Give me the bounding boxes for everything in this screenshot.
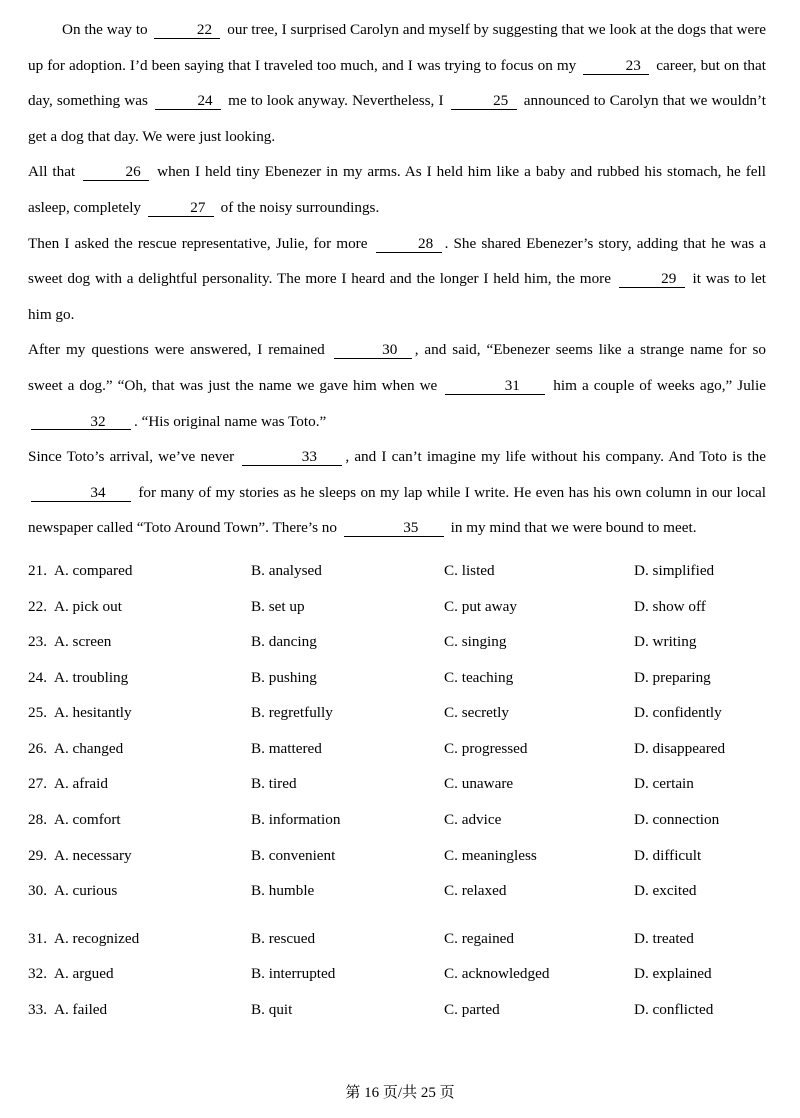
option-choice-c[interactable]: C. regained: [444, 929, 515, 947]
option-choice-b[interactable]: B. set up: [251, 597, 305, 615]
passage-text: career, but on that day, something was: [28, 56, 766, 110]
option-choice-c[interactable]: C. secretly: [444, 704, 509, 722]
option-choice-a[interactable]: A. curious: [54, 882, 118, 900]
cloze-blank-24[interactable]: 24: [155, 93, 221, 110]
question-number: 26.: [28, 739, 47, 757]
passage-text: Since Toto’s arrival, we’ve never: [28, 448, 240, 466]
option-choice-d[interactable]: D. excited: [634, 882, 697, 900]
option-row: [28, 633, 766, 669]
option-row: [28, 882, 766, 918]
option-choice-b[interactable]: B. analysed: [251, 561, 322, 579]
option-choice-d[interactable]: D. preparing: [634, 668, 711, 686]
option-choice-a[interactable]: A. changed: [54, 739, 124, 757]
passage-text: , and I can’t imagine my life without his company. And Toto is the: [345, 448, 766, 466]
passage-text: when I held tiny Ebenezer in my arms. As I held him like a baby and rubbed his stomach, he fell asleep, completely: [28, 163, 766, 216]
cloze-blank-26[interactable]: 26: [83, 164, 149, 181]
cloze-blank-23[interactable]: 23: [583, 58, 649, 75]
option-choice-a[interactable]: A. recognized: [54, 929, 140, 947]
option-choice-c[interactable]: C. advice: [444, 811, 502, 829]
option-row: [28, 704, 766, 740]
question-number: 33.: [28, 1001, 47, 1019]
question-number: 23.: [28, 633, 47, 651]
passage-text: . “His original name was Toto.”: [134, 412, 327, 430]
cloze-blank-29[interactable]: 29: [619, 271, 685, 288]
cloze-blank-33[interactable]: 33: [242, 449, 342, 466]
option-choice-c[interactable]: C. acknowledged: [444, 965, 550, 983]
question-number: 25.: [28, 704, 47, 722]
option-choice-d[interactable]: D. conflicted: [634, 1001, 714, 1019]
question-number: 24.: [28, 668, 47, 686]
passage-text: of the noisy surroundings.: [216, 198, 380, 216]
option-choice-a[interactable]: A. necessary: [54, 846, 132, 864]
question-number: 32.: [28, 965, 47, 983]
option-row: [28, 775, 766, 811]
cloze-blank-22[interactable]: 22: [154, 22, 220, 39]
option-choice-d[interactable]: D. show off: [634, 597, 706, 615]
passage-paragraph: [28, 12, 766, 439]
option-choice-d[interactable]: D. certain: [634, 775, 694, 793]
option-row: [28, 847, 766, 883]
option-row: [28, 811, 766, 847]
options-spacer: [28, 918, 766, 930]
option-choice-a[interactable]: A. failed: [54, 1001, 108, 1019]
option-choice-d[interactable]: D. confidently: [634, 704, 722, 722]
option-choice-a[interactable]: A. troubling: [54, 668, 129, 686]
option-choice-d[interactable]: D. connection: [634, 811, 720, 829]
option-row: [28, 598, 766, 634]
option-choice-d[interactable]: D. disappeared: [634, 739, 726, 757]
passage-text: in my mind that we were bound to meet.: [446, 519, 697, 537]
option-choice-b[interactable]: B. quit: [251, 1001, 293, 1019]
option-choice-b[interactable]: B. rescued: [251, 929, 316, 947]
option-choice-a[interactable]: A. hesitantly: [54, 704, 132, 722]
option-choice-d[interactable]: D. writing: [634, 633, 697, 651]
cloze-blank-25[interactable]: 25: [451, 93, 517, 110]
question-number: 29.: [28, 846, 47, 864]
passage-paragraph: [28, 12, 766, 332]
cloze-blank-32[interactable]: 32: [31, 414, 131, 431]
option-choice-b[interactable]: B. dancing: [251, 633, 317, 651]
question-number: 30.: [28, 882, 47, 900]
option-choice-c[interactable]: C. progressed: [444, 739, 528, 757]
cloze-blank-30[interactable]: 30: [334, 342, 412, 359]
page-footer: 第 16 页/共 25 页: [345, 1085, 455, 1101]
option-choice-c[interactable]: C. listed: [444, 561, 495, 579]
option-choice-a[interactable]: A. argued: [54, 965, 114, 983]
option-row: [28, 965, 766, 1001]
passage-text: our tree, I surprised Carolyn and myself by suggesting that we look at the dogs that were up for adoption. I’d been saying that I traveled too much, and I was trying to focus on my: [28, 21, 766, 74]
option-choice-b[interactable]: B. humble: [251, 882, 315, 900]
option-choice-c[interactable]: C. meaningless: [444, 846, 537, 864]
question-number: 28.: [28, 811, 47, 829]
option-choice-c[interactable]: C. parted: [444, 1001, 500, 1019]
option-choice-b[interactable]: B. mattered: [251, 739, 322, 757]
option-choice-a[interactable]: A. pick out: [54, 597, 122, 615]
cloze-blank-35[interactable]: 35: [344, 520, 444, 537]
option-choice-b[interactable]: B. tired: [251, 775, 297, 793]
question-number: 27.: [28, 775, 47, 793]
question-number: 22.: [28, 597, 47, 615]
passage-text: him a couple of weeks ago,” Julie: [548, 376, 766, 394]
option-choice-b[interactable]: B. information: [251, 811, 341, 829]
option-choice-c[interactable]: C. teaching: [444, 668, 514, 686]
option-choice-d[interactable]: D. difficult: [634, 846, 702, 864]
option-row: [28, 930, 766, 966]
passage-text: me to look anyway. Nevertheless, I: [224, 92, 448, 110]
option-choice-c[interactable]: C. unaware: [444, 775, 514, 793]
passage-body: [28, 12, 766, 546]
option-choice-a[interactable]: A. compared: [54, 561, 133, 579]
option-choice-d[interactable]: D. explained: [634, 965, 712, 983]
option-row: [28, 1001, 766, 1037]
option-choice-b[interactable]: B. interrupted: [251, 965, 336, 983]
passage-text: All that: [28, 163, 81, 181]
option-choice-a[interactable]: A. comfort: [54, 811, 121, 829]
option-choice-b[interactable]: B. pushing: [251, 668, 317, 686]
option-choice-b[interactable]: B. regretfully: [251, 704, 333, 722]
option-row: [28, 740, 766, 776]
cloze-blank-28[interactable]: 28: [376, 236, 442, 253]
option-choice-d[interactable]: D. treated: [634, 929, 694, 947]
option-row: [28, 669, 766, 705]
passage-text: After my questions were answered, I remained: [28, 341, 331, 359]
question-number: 31.: [28, 929, 47, 947]
option-choice-a[interactable]: A. screen: [54, 633, 112, 651]
option-choice-a[interactable]: A. afraid: [54, 775, 108, 793]
option-choice-d[interactable]: D. simplified: [634, 561, 715, 579]
passage-paragraph: [28, 12, 766, 154]
option-choice-c[interactable]: C. put away: [444, 597, 517, 615]
options-list: [28, 562, 766, 1037]
cloze-blank-34[interactable]: 34: [31, 485, 131, 502]
passage-text: it was to let him go.: [28, 270, 766, 323]
passage-text: announced to Carolyn that we wouldn’t get a dog that day. We were just looking.: [28, 92, 767, 145]
passage-text: . She shared Ebenezer’s story, adding that he was a sweet dog with a delightful personality. The more I heard and the longer I held him, the more: [28, 234, 766, 288]
option-row: [28, 562, 766, 598]
passage-paragraph: [28, 12, 766, 226]
question-number: 21.: [28, 561, 47, 579]
cloze-blank-27[interactable]: 27: [148, 200, 214, 217]
cloze-blank-31[interactable]: 31: [445, 378, 545, 395]
option-choice-c[interactable]: C. relaxed: [444, 882, 507, 900]
passage-paragraph: [28, 12, 766, 546]
option-choice-c[interactable]: C. singing: [444, 633, 507, 651]
passage-text: On the way to: [62, 21, 152, 38]
passage-text: for many of my stories as he sleeps on my lap while I write. He even has his own column in our local newspaper called “Toto Around Town”. There’s no: [28, 483, 766, 537]
passage-text: Then I asked the rescue representative, Julie, for more: [28, 234, 373, 252]
option-choice-b[interactable]: B. convenient: [251, 846, 336, 864]
passage-text: , and said, “Ebenezer seems like a strange name for so sweet a dog.” “Oh, that was just the name we gave him when we: [28, 341, 766, 394]
